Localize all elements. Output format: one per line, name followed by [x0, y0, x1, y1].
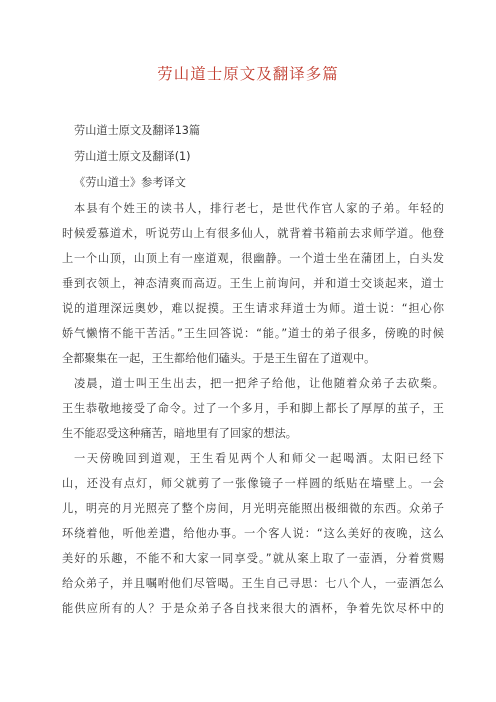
paragraph-1-line: 说的道理深远奥妙，难以捉摸。王生请求拜道士为师。道士说：“担心你 [62, 302, 444, 315]
paragraph-3-line: 一天傍晚回到道观，王生看见两个人和师父一起喝酒。太阳已经下 [74, 452, 444, 465]
paragraph-1-line: 上一个山顶，山顶上有一座道观，很幽静。一个道士坐在蒲团上，白头发 [62, 252, 444, 265]
paragraph-1-line: 全都聚集在一起，王生都给他们磕头。于是王生留在了道观中。 [62, 352, 376, 365]
document-title: 劳山道士原文及翻译多篇 [157, 65, 339, 83]
paragraph-3-line: 环绕着他，听他差遣，给他办事。一个客人说：“这么美好的夜晚，这么 [62, 527, 444, 540]
paragraph-1-line: 娇气懒惰不能干苦活。”王生回答说：“能。”道士的弟子很多，傍晚的时候 [62, 327, 444, 340]
paragraph-2-line: 生不能忍受这种痛苦，暗地里有了回家的想法。 [62, 427, 297, 440]
paragraph-3-line: 给众弟子，并且嘱咐他们尽管喝。王生自己寻思：七八个人，一壶酒怎么 [62, 577, 444, 590]
paragraph-1-line: 时候爱慕道术，听说劳山上有很多仙人，就背着书箱前去求师学道。他登 [62, 227, 444, 240]
heading-collection: 劳山道士原文及翻译13篇 [74, 124, 201, 137]
paragraph-3-line: 美好的乐趣，不能不和大家一同享受。”就从案上取了一壶酒，分着赏赐 [62, 552, 444, 565]
heading-translation: 《劳山道士》参考译文 [74, 176, 186, 189]
paragraph-2-line: 凌晨，道士叫王生出去，把一把斧子给他，让他随着众弟子去砍柴。 [74, 377, 444, 390]
paragraph-1-line: 垂到衣领上，神态清爽而高迈。王生上前询问，并和道士交谈起来，道士 [62, 277, 444, 290]
paragraph-3-line: 能供应所有的人？于是众弟子各自找来很大的酒杯，争着先饮尽杯中的 [62, 602, 444, 615]
paragraph-3-line: 山，还没有点灯，师父就剪了一张像镜子一样圆的纸贴在墙壁上。一会 [62, 477, 444, 490]
paragraph-3-line: 儿，明亮的月光照亮了整个房间，月光明亮能照出极细微的东西。众弟子 [62, 502, 444, 515]
paragraph-1-line: 本县有个姓王的读书人，排行老七，是世代作官人家的子弟。年轻的 [74, 202, 444, 215]
heading-section: 劳山道士原文及翻译(1) [74, 150, 191, 163]
paragraph-2-line: 王生恭敬地接受了命令。过了一个多月，手和脚上都长了厚厚的茧子，王 [62, 402, 444, 415]
